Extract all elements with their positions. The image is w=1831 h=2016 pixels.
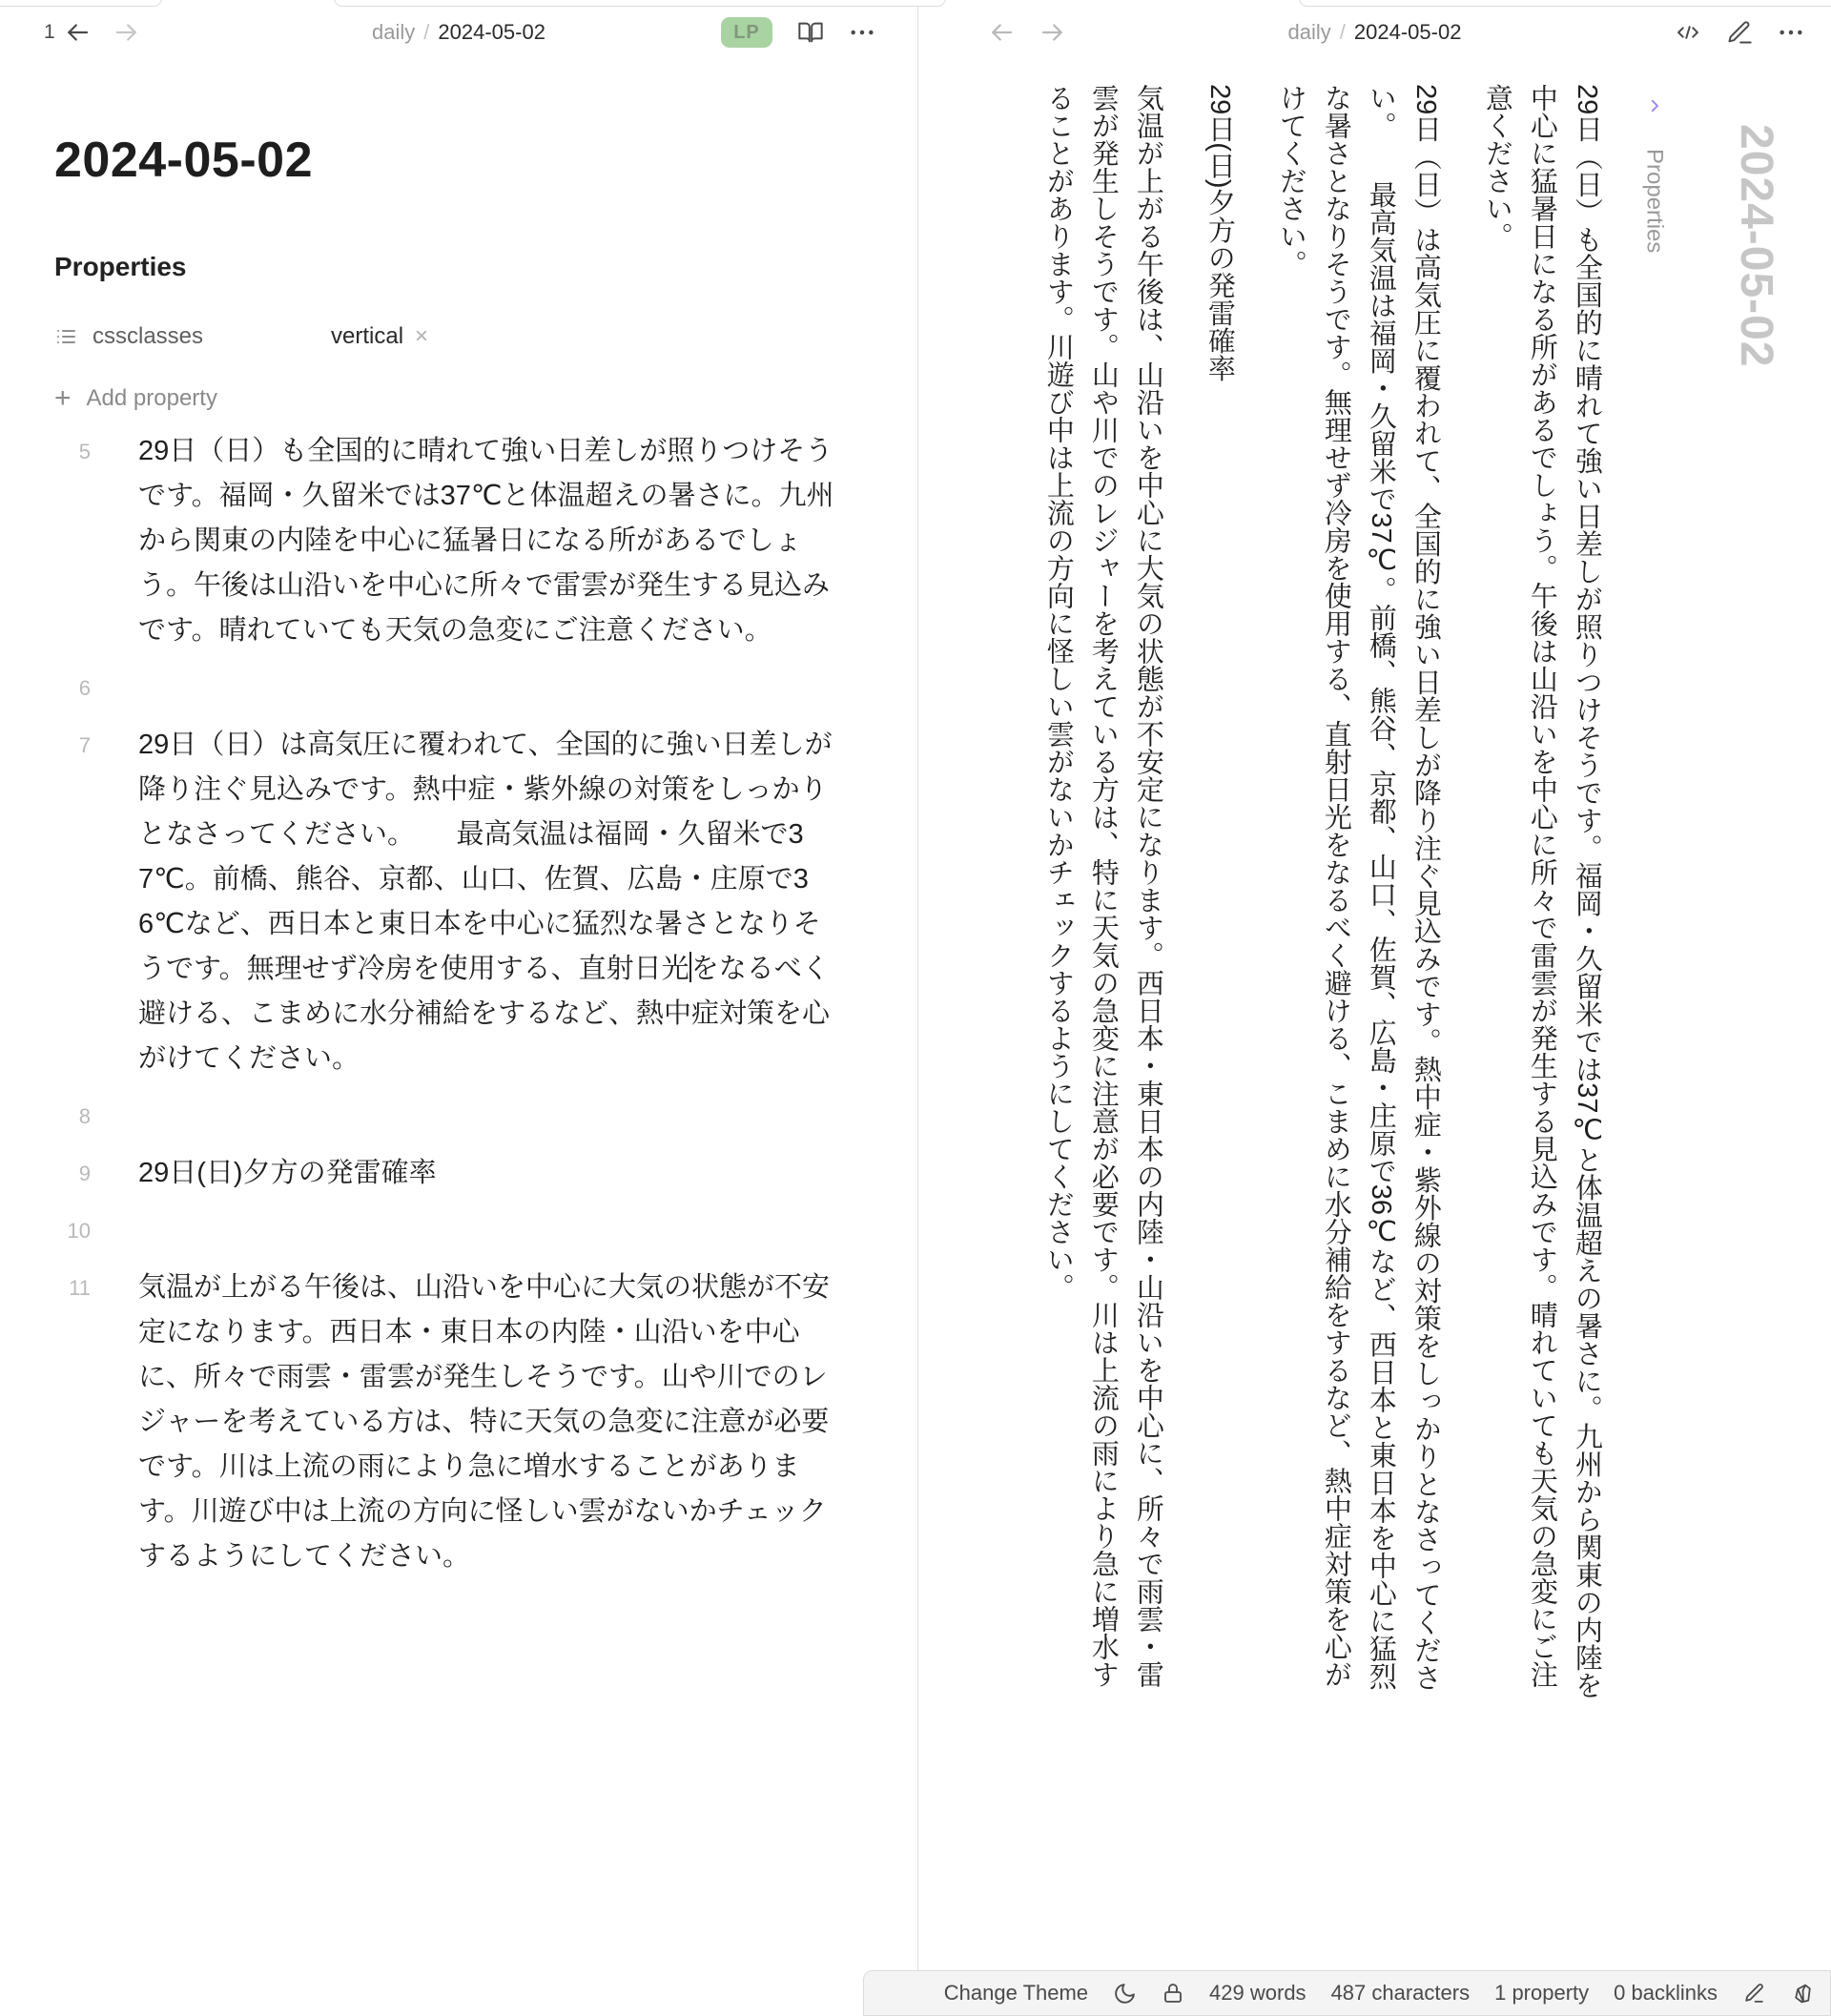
line-number: 11 xyxy=(69,1276,91,1300)
tab-bar-cropped-edge xyxy=(0,0,1831,8)
pencil-icon[interactable] xyxy=(1742,1982,1766,2006)
line-text[interactable] xyxy=(138,1208,836,1253)
tab-bottom-edge xyxy=(334,0,946,7)
property-row xyxy=(54,320,917,353)
status-bar xyxy=(863,1970,1831,2016)
collapsed-properties-heading[interactable] xyxy=(1641,84,1668,1707)
add-property-button[interactable] xyxy=(54,382,917,414)
properties-label: Properties xyxy=(1641,149,1668,254)
line-text[interactable]: 29日（日）も全国的に晴れて強い日差しが照りつけそうです。福岡・久留米では37℃と体温超えの暑さに。九州から関東の内陸を中心に猛暑日になる所があるでしょう。午後は山沿いを中心に所々で雷雲が発生する見込みです。晴れていても天気の急変にご注意ください。 xyxy=(138,436,834,646)
editor-pane-header xyxy=(0,8,917,57)
line-number: 5 xyxy=(78,440,91,463)
breadcrumb-folder[interactable]: daily xyxy=(372,20,416,44)
plugin-badge[interactable]: LP xyxy=(721,17,772,48)
breadcrumb-separator: / xyxy=(423,20,430,44)
edit-mode-icon[interactable] xyxy=(1726,19,1753,46)
tab-bottom-edge xyxy=(0,0,162,7)
line-text[interactable] xyxy=(138,1094,836,1139)
character-count: 487 characters xyxy=(1330,1981,1471,2005)
history-count: 1 xyxy=(44,21,55,43)
word-count: 429 words xyxy=(1209,1981,1306,2005)
editor-line[interactable] xyxy=(54,1094,917,1139)
line-text[interactable]: 29日(日)夕方の発雷確率 xyxy=(138,1158,437,1188)
pane-divider[interactable] xyxy=(917,0,918,2016)
property-key[interactable]: cssclasses xyxy=(93,323,204,349)
plus-icon: + xyxy=(54,382,72,414)
line-number: 7 xyxy=(78,733,91,757)
add-property-label: Add property xyxy=(86,385,217,411)
change-theme-button[interactable]: Change Theme xyxy=(943,1981,1089,2005)
back-arrow-icon[interactable] xyxy=(63,18,92,47)
editor-lines[interactable] xyxy=(54,429,917,1579)
editor-line[interactable] xyxy=(54,666,917,710)
breadcrumb-note[interactable]: 2024-05-02 xyxy=(1353,20,1462,44)
line-number: 10 xyxy=(67,1219,91,1243)
editor-line[interactable] xyxy=(54,429,917,653)
obsidian-vault-icon[interactable] xyxy=(1791,1982,1815,2006)
vertical-note-title: 2024-05-02 xyxy=(1731,124,1781,368)
editor-line[interactable] xyxy=(54,1151,917,1196)
reading-view-vertical xyxy=(1009,84,1783,1707)
more-options-icon[interactable] xyxy=(1778,19,1804,46)
property-value[interactable]: vertical xyxy=(331,323,404,349)
line-number: 6 xyxy=(78,676,91,700)
back-arrow-icon[interactable] xyxy=(987,18,1016,47)
line-text[interactable] xyxy=(138,666,836,710)
breadcrumb-note[interactable]: 2024-05-02 xyxy=(438,20,545,44)
reading-pane-header xyxy=(918,8,1831,57)
reading-paragraph: 気温が上がる午後は、山沿いを中心に大気の状態が不安定になります。西日本・東日本の内陸・山沿いを中心に、所々で雨雲・雷雲が発生しそうです。山や川でのレジャーを考えている方は、特に天気の急変に注意が必要です。川は上流の雨により急に増水することがあります。川遊び中は上流の方向に怪しい雲がないかチェックするようにしてください。 xyxy=(1042,84,1163,1688)
backlink-count: 0 backlinks xyxy=(1614,1981,1718,2005)
moon-icon[interactable] xyxy=(1113,1982,1137,2006)
forward-arrow-icon[interactable] xyxy=(113,18,141,47)
breadcrumb-folder[interactable]: daily xyxy=(1287,20,1331,44)
breadcrumb-separator: / xyxy=(1339,20,1346,44)
tab-bottom-edge xyxy=(1299,0,1831,7)
line-number: 9 xyxy=(78,1162,91,1185)
editor-line[interactable] xyxy=(54,723,917,1081)
reading-view-icon[interactable] xyxy=(797,19,824,46)
editor-line[interactable] xyxy=(54,1208,917,1253)
lock-icon[interactable] xyxy=(1162,1982,1184,2005)
editor-line[interactable] xyxy=(54,1265,917,1579)
inline-note-title[interactable]: 2024-05-02 xyxy=(54,133,313,188)
reading-paragraph: 29日（日）も全国的に晴れて強い日差しが照りつけそうです。福岡・久留米では37℃と体温超えの暑さに。九州から関東の内陸を中心に猛暑日になる所があるでしょう。午後は山沿いを中心に所々で雷雲が発生する見込みです。晴れていても天気の急変にご注意ください。 xyxy=(1481,84,1602,1699)
remove-property-value-icon[interactable]: × xyxy=(415,323,429,349)
properties-heading[interactable]: Properties xyxy=(54,252,187,281)
reading-paragraph: 29日（日）は高気圧に覆われて、全国的に強い日差しが降り注ぐ見込みです。熱中症・紫外線の対策をしっかりとなさってください。 最高気温は福岡・久留米で37℃。前橋、熊谷、京都、山口、佐賀、広島・庄原で36℃など、西日本と東日本を中心に猛烈な暑さとなりそうです。無理せず冷房を使用する、直射日光をなるべく避ける、こまめに水分補給をするなど、熱中症対策を心がけてください。 xyxy=(1275,84,1441,1692)
chevron-right-icon[interactable] xyxy=(1646,97,1663,114)
line-text[interactable]: 気温が上がる午後は、山沿いを中心に大気の状態が不安定になります。西日本・東日本の内陸・山沿いを中心に、所々で雨雲・雷雲が発生しそうです。山や川でのレジャーを考えている方は、特に天気の急変に注意が必要です。川は上流の雨により急に増水することがあります。川遊び中は上流の方向に怪しい雲がないかチェックするようにしてください。 xyxy=(138,1272,831,1572)
source-mode-icon[interactable] xyxy=(1675,19,1701,46)
property-count: 1 property xyxy=(1494,1981,1590,2005)
line-text[interactable]: 29日（日）は高気圧に覆われて、全国的に強い日差しが降り注ぐ見込みです。熱中症・紫外線の対策をしっかりとなさってください。 最高気温は福岡・久留米で37℃。前橋、熊谷、京都、山口、佐賀、広島・庄原で36℃など、西日本と東日本を中心に猛烈な暑さとなりそうです。無理せず冷房を使用する、直射日光をなるべく避ける、こまめに水分補給をするなど、熱中症対策を心がけてください。 xyxy=(138,730,833,1074)
markdown-editor[interactable] xyxy=(0,57,917,2016)
list-property-icon[interactable] xyxy=(54,325,77,348)
more-options-icon[interactable] xyxy=(849,19,875,46)
forward-arrow-icon[interactable] xyxy=(1039,18,1067,47)
reading-paragraph: 29日(日)夕方の発雷確率 xyxy=(1204,84,1235,382)
line-number: 8 xyxy=(78,1104,91,1128)
